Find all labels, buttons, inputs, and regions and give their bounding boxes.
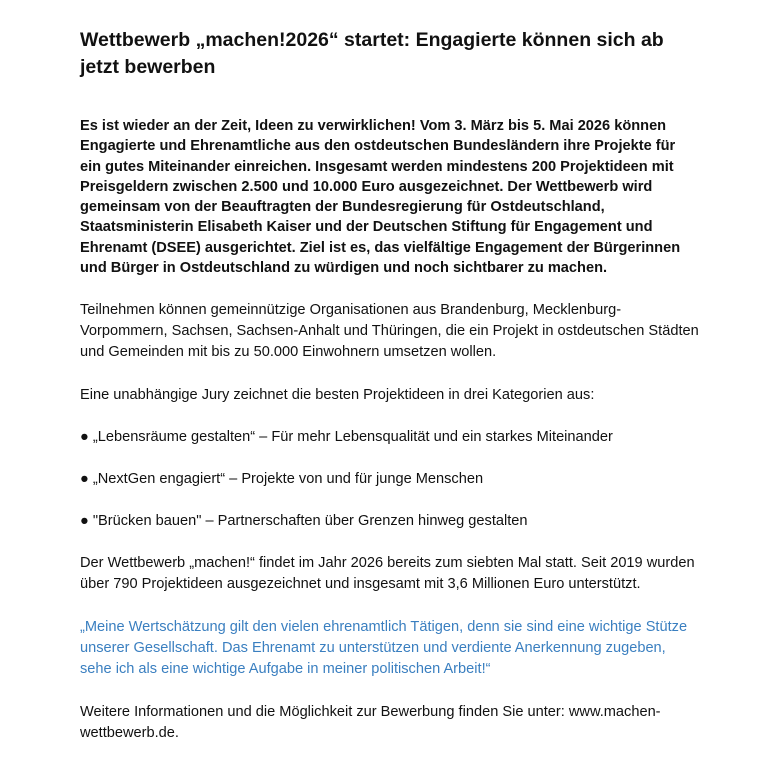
more-info-paragraph: Weitere Informationen und die Möglichkeit zur Bewerbung finden Sie unter: www.machen-wettbewerb.de. <box>80 704 661 742</box>
history-paragraph: Der Wettbewerb „machen!“ findet im Jahr 2026 bereits zum siebten Mal statt. Seit 2019 wurden über 790 Projektideen ausgezeichnet und insgesamt mit 3,6 Millionen Euro unterstützt. <box>80 555 695 593</box>
participants-paragraph: Teilnehmen können gemeinnützige Organisationen aus Brandenburg, Mecklenburg-Vorpommern, Sachsen, Sachsen-Anhalt und Thüringen, die ein Projekt in ostdeutschen Städten und Gemeinden mit bis zu 50.000 Einwohnern umsetzen wollen. <box>80 302 699 361</box>
lead-paragraph: Es ist wieder an der Zeit, Ideen zu verwirklichen! Vom 3. März bis 5. Mai 2026 können Engagierte und Ehrenamtliche aus den ostdeutschen Bundesländern ihre Projekte für ein gutes Miteinander einreichen. Insgesamt werden mindestens 200 Projektideen mit Preisgeldern zwischen 2.500 und 10.000 Euro ausgezeichnet. Der Wettbewerb wird gemeinsam von der Beauftragten der Bundesregierung für Ostdeutschland, Staatsministerin Elisabeth Kaiser und der Deutschen Stiftung für Engagement und Ehrenamt (DSEE) ausgerichtet. Ziel ist es, das vielfältige Engagement der Bürgerinnen und Bürger in Ostdeutschland zu würdigen und noch sichtbarer zu machen. <box>80 118 681 277</box>
category-item-bruecken: ● "Brücken bauen" – Partnerschaften über Grenzen hinweg gestalten <box>80 513 528 530</box>
category-item-lebensraeume: ● „Lebensräume gestalten“ – Für mehr Lebensqualität und ein starkes Miteinander <box>80 429 613 446</box>
article-title: Wettbewerb „machen!2026“ startet: Engagierte können sich ab jetzt bewerben <box>80 29 664 78</box>
quote-paragraph: „Meine Wertschätzung gilt den vielen ehrenamtlich Tätigen, denn sie sind eine wichtige Stütze unserer Gesellschaft. Das Ehrenamt zu unterstützen und verdiente Anerkennung zugeben, sehe ich als eine wichtige Aufgabe in meiner politischen Arbeit!“ <box>80 619 688 678</box>
category-item-nextgen: ● „NextGen engagiert“ – Projekte von und für junge Menschen <box>80 471 484 488</box>
jury-paragraph: Eine unabhängige Jury zeichnet die besten Projektideen in drei Kategorien aus: <box>80 387 595 404</box>
